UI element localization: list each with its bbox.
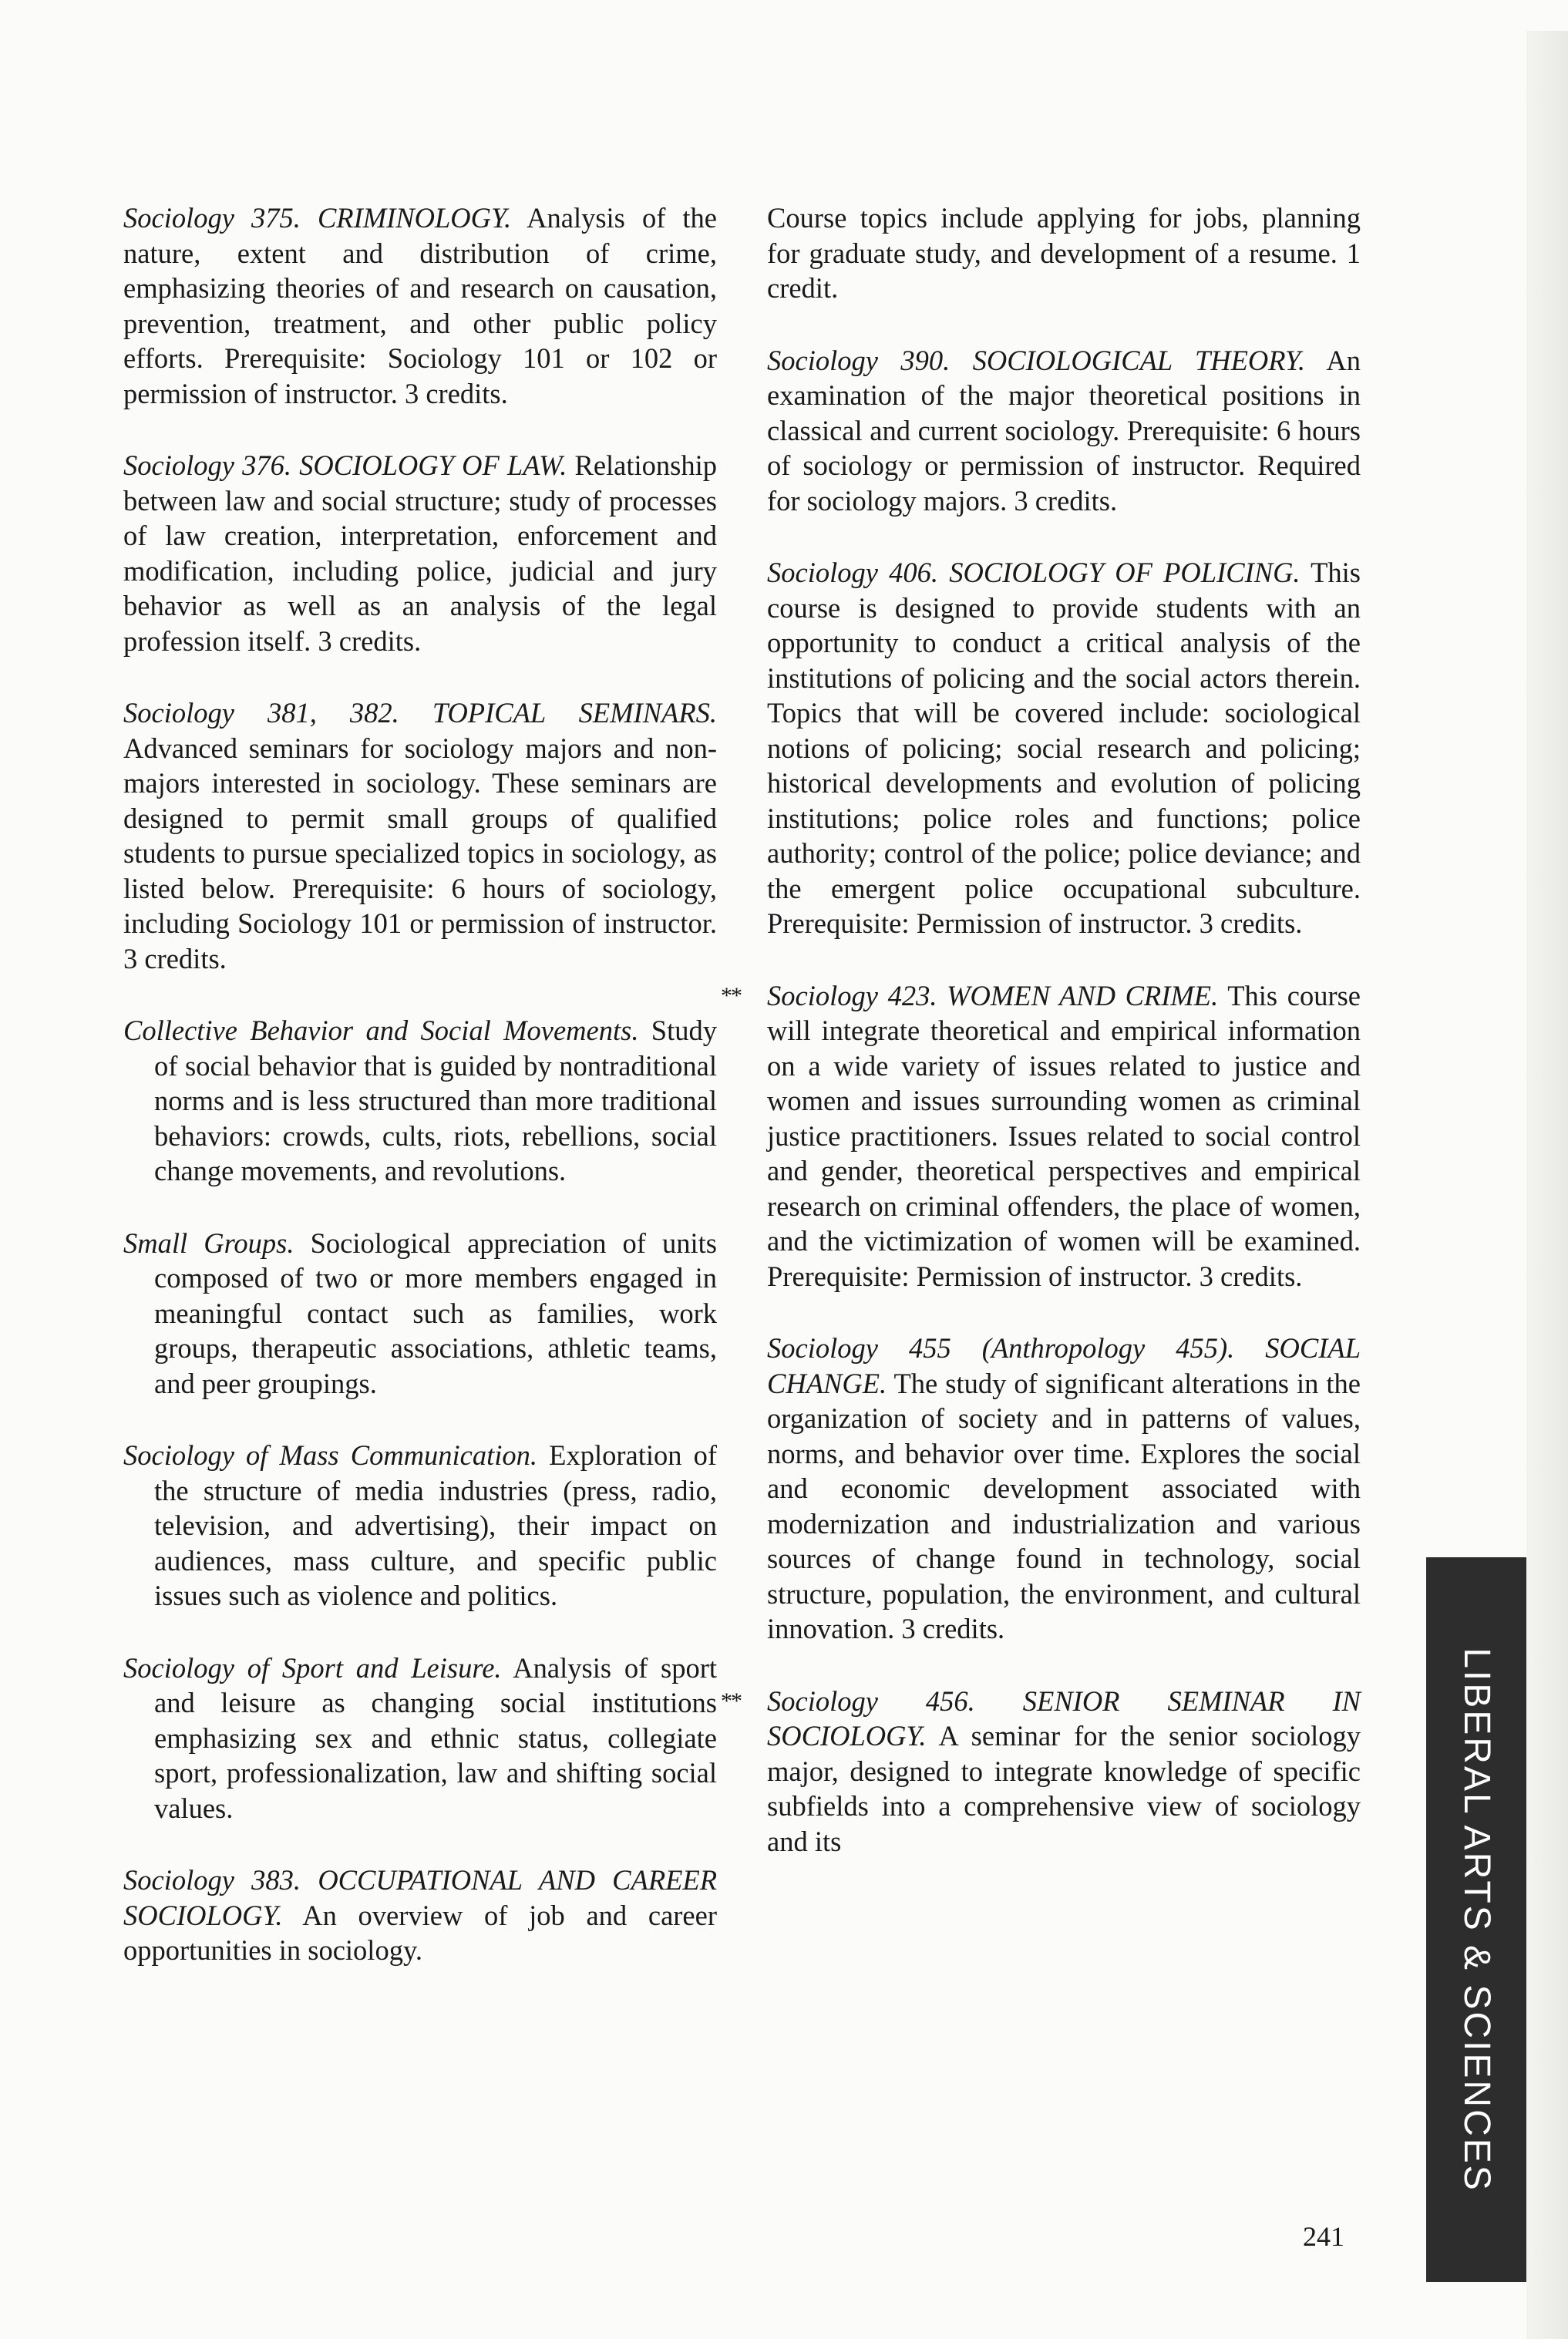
course-description: Analysis of the nature, extent and distribution of crime, emphasizing theories of and research on causation, prevention, treatment, and other public policy efforts. Prerequisite: Sociology 101 or 102 or permission of instructor. 3 credits.	[123, 202, 717, 409]
course-description: An examination of the major theoretical positions in classical and current sociology. Prerequisite: 6 hours of sociology or permission of instructor. Required for sociology majors. 3 credits.	[767, 344, 1361, 517]
right-column	[721, 200, 1361, 1896]
course-entry	[721, 978, 1361, 1294]
course-title: TOPICAL SEMINARS.	[432, 697, 717, 729]
course-title: SOCIOLOGY OF POLICING.	[949, 557, 1300, 588]
course-title: SOCIAL CHANGE.	[767, 1332, 1361, 1399]
course-title: OCCUPATIONAL AND CAREER SOCIOLOGY.	[123, 1864, 718, 1931]
section-side-tab	[1426, 1557, 1526, 2282]
course-entry	[767, 1331, 1361, 1647]
asterisk-mark: **	[721, 1688, 741, 1714]
course-entry	[123, 1863, 717, 1968]
course-title: SENIOR SEMINAR IN SOCIOLOGY.	[767, 1684, 1361, 1752]
course-entry	[123, 448, 717, 658]
seminar-topic-title: Collective Behavior and Social Movements.	[123, 1015, 639, 1046]
course-number: Sociology 383.	[123, 1864, 301, 1896]
seminar-topic-title: Sociology of Mass Communication.	[123, 1439, 538, 1471]
course-number: Sociology 390.	[767, 344, 951, 376]
course-entry	[721, 1684, 1361, 1859]
course-entry	[767, 343, 1361, 519]
course-title: CRIMINOLOGY.	[317, 202, 512, 234]
course-number: Sociology 456.	[767, 1684, 975, 1717]
course-number: Sociology 376.	[123, 449, 291, 481]
seminar-topic	[123, 1438, 717, 1614]
left-column	[123, 200, 717, 2005]
page-edge-shadow	[1526, 31, 1568, 2339]
seminar-topic-title: Small Groups.	[123, 1227, 294, 1259]
seminar-topic-description: Exploration of the structure of media industries (press, radio, television, and advertising), their impact on audiences, mass culture, and specific public issues such as violence and politics.	[154, 1439, 718, 1611]
course-title: SOCIOLOGY OF LAW.	[299, 449, 567, 481]
course-description: Advanced seminars for sociology majors and non-majors interested in sociology. These seminars are designed to permit small groups of qualified students to pursue specialized topics in sociology, as listed below. Prerequisite: 6 hours of sociology, including Sociology 101 or permission of instructor. 3 credits.	[123, 732, 717, 974]
course-description: Relationship between law and social structure; study of processes of law creation, interpretation, enforcement and modification, including police, judicial and jury behavior as well as an analysis of the legal profession itself. 3 credits.	[123, 449, 718, 657]
seminar-topic	[123, 1651, 717, 1826]
course-continuation: Course topics include applying for jobs, planning for graduate study, and development of a resume. 1 credit.	[767, 202, 1361, 304]
seminar-topic-description: Analysis of sport and leisure as changing social institutions emphasizing sex and ethnic status, collegiate sport, professionalization, law and shifting social values.	[154, 1651, 717, 1824]
course-entry	[767, 555, 1361, 941]
course-number: Sociology 423.	[767, 979, 937, 1011]
course-number: Sociology 381, 382.	[123, 697, 399, 729]
course-title: SOCIOLOGICAL THEORY.	[972, 344, 1305, 376]
course-entry	[123, 200, 717, 411]
course-title: WOMEN AND CRIME.	[947, 979, 1219, 1011]
course-description: This course will integrate theoretical and empirical information on a wide variety of issues related to justice and women and issues surrounding women as criminal justice practitioners. Issues related to social control and gender, theoretical perspectives and empirical research on criminal offenders, the place of women, and the victimization of women will be examined. Prerequisite: Permission of instructor. 3 credits.	[767, 979, 1361, 1292]
course-number: Sociology 406.	[767, 557, 939, 588]
course-number: Sociology 375.	[123, 202, 301, 234]
seminar-topic-description: Study of social behavior that is guided by nontraditional norms and is less structured than more traditional behaviors: crowds, cults, riots, rebellions, social change movements, and revolutions.	[154, 1015, 717, 1186]
seminar-topic	[123, 1013, 717, 1189]
section-side-tab-label: LIBERAL ARTS & SCIENCES	[1455, 1647, 1497, 2193]
page-number: 241	[1303, 2221, 1344, 2252]
course-description: A seminar for the senior sociology major, designed to integrate knowledge of specific subfields into a comprehensive view of sociology and its	[767, 1720, 1361, 1857]
course-description: The study of significant alterations in the organization of society and in patterns of values, norms, and behavior over time. Explores the social and economic development associated with modernization and industrialization and various sources of change found in technology, social structure, population, the environment, and cultural innovation. 3 credits.	[767, 1367, 1361, 1644]
course-entry	[123, 695, 717, 976]
course-description: An overview of job and career opportunities in sociology.	[123, 1899, 717, 1966]
course-number: Sociology 455 (Anthropology 455).	[767, 1332, 1235, 1364]
asterisk-mark: **	[721, 982, 741, 1008]
seminar-topic	[123, 1226, 717, 1402]
course-description: This course is designed to provide students with an opportunity to conduct a critical analysis of the institutions of policing and the social actors therein. Topics that will be covered include: sociological notions of policing; social research and policing; historical developments and evolution of policing institutions; police roles and functions; police authority; control of the police; police deviance; and the emergent police occupational subculture. Prerequisite: Permission of instructor. 3 credits.	[767, 557, 1361, 939]
seminar-topic-title: Sociology of Sport and Leisure.	[123, 1651, 502, 1684]
seminar-topic-description: Sociological appreciation of units composed of two or more members engaged in meaningful contact such as families, work groups, therapeutic associations, athletic teams, and peer groupings.	[154, 1227, 718, 1399]
